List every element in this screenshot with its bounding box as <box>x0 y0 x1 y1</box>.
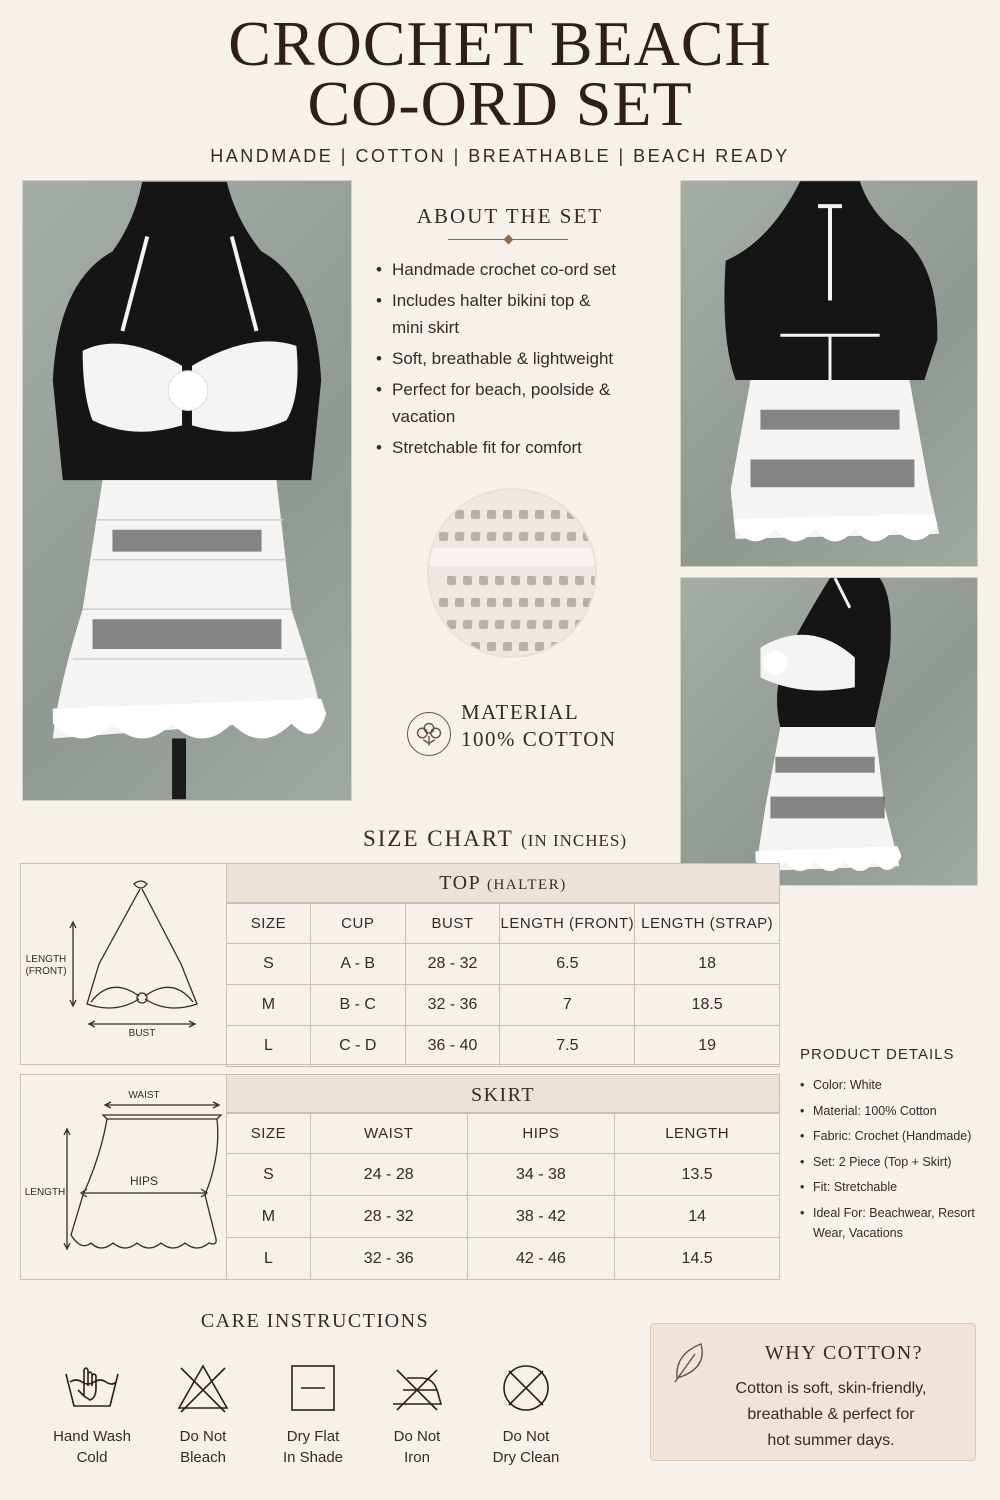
why-cotton-title: WHY COTTON? <box>764 1342 924 1364</box>
no-iron-icon <box>387 1360 447 1416</box>
title-line-2: CO-ORD SET <box>307 68 693 139</box>
care-item-dry-flat <box>258 1360 368 1468</box>
table-row <box>227 944 780 985</box>
table-header-row <box>227 904 780 944</box>
table-row <box>227 1026 780 1067</box>
page-subtitle: HANDMADE | COTTON | BREATHABLE | BEACH READY <box>210 146 790 166</box>
table-row <box>227 1238 780 1280</box>
about-list <box>376 256 676 465</box>
table-cell: C - D <box>310 1026 405 1067</box>
why-cotton-line: breathable & perfect for <box>747 1406 915 1423</box>
about-item: • Soft, breathable & lightweight <box>376 345 676 372</box>
product-detail-item: • Fabric: Crochet (Handmade) <box>800 1126 995 1146</box>
table-cell: M <box>227 1196 311 1238</box>
table-row <box>227 1154 780 1196</box>
dry-flat-icon <box>283 1360 343 1416</box>
front-view-photo <box>22 180 352 801</box>
product-detail-item: • Set: 2 Piece (Top + Skirt) <box>800 1152 995 1172</box>
table-cell: L <box>227 1026 311 1067</box>
care-label-line1: Do Not <box>179 1428 227 1445</box>
skirt-size-table <box>226 1113 780 1280</box>
back-view-illustration <box>681 181 977 566</box>
about-item: • Handmade crochet co-ord set <box>376 256 676 283</box>
about-item: • Perfect for beach, poolside & vacation <box>376 376 621 430</box>
product-detail-item: • Fit: Stretchable <box>800 1177 995 1197</box>
about-title: ABOUT THE SET <box>416 204 604 228</box>
care-label-line2: Dry Clean <box>492 1449 560 1466</box>
size-chart-title-text: SIZE CHART <box>362 826 514 851</box>
header-cell: WAIST <box>310 1114 467 1154</box>
header-cell: SIZE <box>227 904 311 944</box>
table-cell: 7.5 <box>500 1026 635 1067</box>
table-cell: 32 - 36 <box>310 1238 467 1280</box>
table-header-row <box>227 1114 780 1154</box>
product-detail-item: • Material: 100% Cotton <box>800 1101 995 1121</box>
table-cell: 13.5 <box>615 1154 780 1196</box>
header-cell: LENGTH (STRAP) <box>635 904 780 944</box>
care-label-line1: Do Not <box>502 1428 550 1445</box>
why-cotton-body <box>701 1376 961 1454</box>
table-cell: S <box>227 1154 311 1196</box>
table-cell: 18 <box>635 944 780 985</box>
side-view-photo <box>680 577 978 886</box>
table-cell: 32 - 36 <box>405 985 500 1026</box>
table-cell: S <box>227 944 311 985</box>
table-cell: M <box>227 985 311 1026</box>
hand-wash-icon <box>62 1360 122 1416</box>
care-label-line1: Hand Wash <box>53 1428 131 1445</box>
top-size-table <box>226 903 780 1067</box>
no-dry-clean-icon <box>496 1360 556 1416</box>
care-label-line2: Cold <box>76 1449 108 1466</box>
why-cotton-line: hot summer days. <box>767 1432 895 1449</box>
table-cell: 38 - 42 <box>467 1196 615 1238</box>
table-row <box>227 985 780 1026</box>
header-cell: LENGTH <box>615 1114 780 1154</box>
care-label-line2: Bleach <box>180 1449 226 1466</box>
product-detail-item: • Ideal For: Beachwear, Resort Wear, Vacations <box>800 1203 980 1243</box>
why-cotton-line: Cotton is soft, skin-friendly, <box>735 1380 927 1397</box>
table-cell: 42 - 46 <box>467 1238 615 1280</box>
table-cell: A - B <box>310 944 405 985</box>
top-bust-label: BUST <box>128 1028 156 1039</box>
skirt-title-text: SKIRT <box>470 1084 536 1106</box>
top-diagram-cell <box>21 864 227 1064</box>
material-text <box>461 699 617 753</box>
table-cell: 18.5 <box>635 985 780 1026</box>
table-cell: 14.5 <box>615 1238 780 1280</box>
diamond-ornament-icon <box>504 235 514 245</box>
size-chart-unit: (IN INCHES) <box>521 831 628 850</box>
care-item-no-iron <box>362 1360 472 1468</box>
skirt-size-chart <box>20 1074 780 1280</box>
table-cell: 19 <box>635 1026 780 1067</box>
page-title <box>0 8 1000 139</box>
about-item: • Includes halter bikini top & mini skirt <box>376 287 621 341</box>
cotton-flower-icon <box>407 712 451 756</box>
front-view-illustration <box>23 181 351 800</box>
top-title-text: TOP <box>439 872 481 894</box>
header-cell: BUST <box>405 904 500 944</box>
crochet-texture-swatch <box>427 488 597 658</box>
care-item-no-bleach <box>148 1360 258 1468</box>
table-cell: 7 <box>500 985 635 1026</box>
why-cotton-box <box>650 1323 976 1461</box>
table-cell: 24 - 28 <box>310 1154 467 1196</box>
care-label-line2: Iron <box>404 1449 430 1466</box>
table-cell: 28 - 32 <box>405 944 500 985</box>
size-chart-title <box>300 826 690 852</box>
skirt-waist-label: WAIST <box>128 1090 160 1101</box>
table-cell: 14 <box>615 1196 780 1238</box>
top-length-label: LENGTH <box>25 954 67 965</box>
table-cell: 6.5 <box>500 944 635 985</box>
skirt-length-label: LENGTH <box>24 1187 66 1198</box>
care-label-line2: In Shade <box>282 1449 344 1466</box>
about-item: • Stretchable fit for comfort <box>376 434 676 461</box>
material-label: MATERIAL <box>461 700 580 724</box>
table-row <box>227 1196 780 1238</box>
top-length-sub-label: (FRONT) <box>25 966 67 977</box>
product-details-list <box>800 1075 995 1249</box>
care-item-no-dry-clean <box>471 1360 581 1468</box>
header-cell: LENGTH (FRONT) <box>500 904 635 944</box>
table-cell: 28 - 32 <box>310 1196 467 1238</box>
table-cell: L <box>227 1238 311 1280</box>
skirt-diagram-cell <box>21 1075 227 1279</box>
side-view-illustration <box>681 578 977 885</box>
care-label-line1: Do Not <box>393 1428 441 1445</box>
skirt-hips-label: HIPS <box>129 1174 158 1188</box>
product-detail-item: • Color: White <box>800 1075 995 1095</box>
table-cell: 36 - 40 <box>405 1026 500 1067</box>
header-cell: CUP <box>310 904 405 944</box>
material-value: 100% COTTON <box>461 727 617 751</box>
no-bleach-icon <box>173 1360 233 1416</box>
top-size-chart <box>20 863 780 1065</box>
back-view-photo <box>680 180 978 567</box>
care-title: CARE INSTRUCTIONS <box>200 1310 430 1332</box>
top-table-title <box>227 864 779 903</box>
table-cell: B - C <box>310 985 405 1026</box>
product-details-title: PRODUCT DETAILS <box>800 1046 955 1063</box>
care-label-line1: Dry Flat <box>286 1428 340 1445</box>
title-line-1: CROCHET BEACH <box>228 8 772 79</box>
header-cell: SIZE <box>227 1114 311 1154</box>
top-subtitle-text: (HALTER) <box>486 877 567 893</box>
care-item-hand-wash <box>37 1360 147 1468</box>
skirt-table-title <box>227 1075 779 1113</box>
header-cell: HIPS <box>467 1114 615 1154</box>
table-cell: 34 - 38 <box>467 1154 615 1196</box>
